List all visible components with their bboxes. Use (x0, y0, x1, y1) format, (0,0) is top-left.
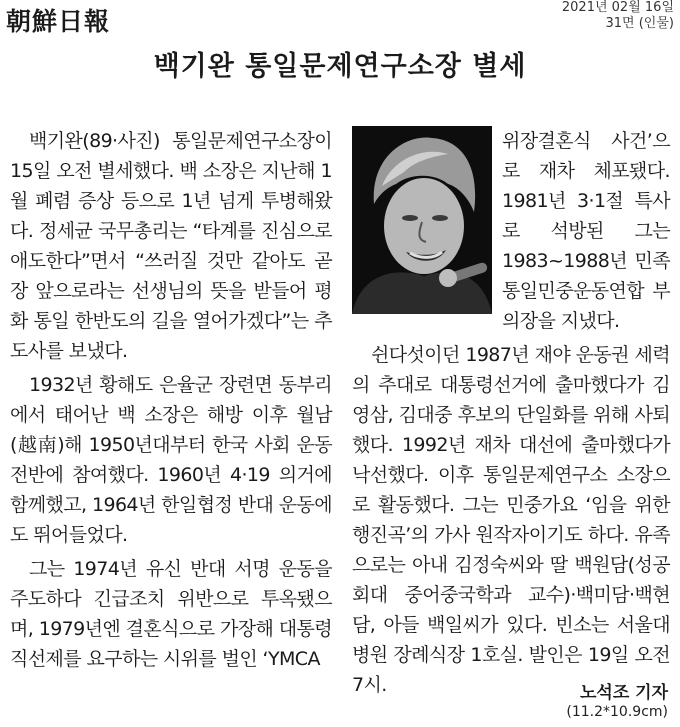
paragraph: 그는 1974년 유신 반대 서명 운동을 주도하다 긴급조치 위반으로 투옥됐으며, 1979년엔 결혼식으로 가장해 대통령 직선제를 요구하는 시위를 벌인 ‘YMCA (10, 558, 332, 670)
issue-date: 2021년 02월 16일 (561, 0, 674, 15)
page-info: 31면 (인물) (605, 16, 674, 31)
paragraph: 백기완(89·사진) 통일문제연구소장이 15일 오전 별세했다. 백 소장은 지난해 1월 폐렴 증상 등으로 1년 넘게 투병해왔다. 정세균 국무총리는 “타계를 진심으로 애도한다”면서 “쓰러질 것만 같아도 곧장 앞으로라는 선생님의 뜻을 받들어 평화 통일 한반도의 길을 열어가겠다”는 추도사를 보냈다. (10, 130, 332, 362)
issue-meta (562, 0, 674, 32)
portrait-image (352, 126, 492, 314)
paragraph: 쉰다섯이던 1987년 재야 운동권 세력의 추대로 대통령선거에 출마했다가 김영삼, 김대중 후보의 단일화를 위해 사퇴했다. 1992년 재차 대선에 출마했다가 낙선했다. 이후 통일문제연구소 소장으로 활동했다. 그는 민중가요 ‘임을 위한 행진곡’의 가사 원작자이기도 하다. 유족으로는 아내 김정숙씨와 딸 백원담(성공회대 중어중국학과 교수)·백미담·백현담, 아들 백일씨가 있다. 빈소는 서울대병원 장례식장 1호실. 발인은 19일 오전 7시. (352, 344, 670, 696)
article-size-note: (11.2*10.9cm) (566, 704, 668, 720)
article-column-left (10, 126, 332, 678)
paragraph: 1932년 황해도 은율군 장련면 동부리에서 태어난 백 소장은 해방 이후 월남(越南)해 1950년대부터 한국 사회 운동 전반에 참여했다. 1960년 4·19 의거에 함께했고, 1964년 한일협정 반대 운동에도 뛰어들었다. (10, 374, 332, 546)
article-headline: 백기완 통일문제연구소장 별세 (153, 51, 527, 82)
newspaper-masthead: 朝鮮日報 (6, 7, 111, 36)
article-column-right (352, 126, 670, 704)
portrait-photo (352, 126, 492, 314)
reporter-byline: 노석조 기자 (579, 683, 668, 703)
paragraph: 위장결혼식 사건’으로 재차 체포됐다. 1981년 3·1절 특사로 석방된 그는 1983~1988년 민족통일민중운동연합 부의장을 지냈다. (502, 130, 670, 332)
